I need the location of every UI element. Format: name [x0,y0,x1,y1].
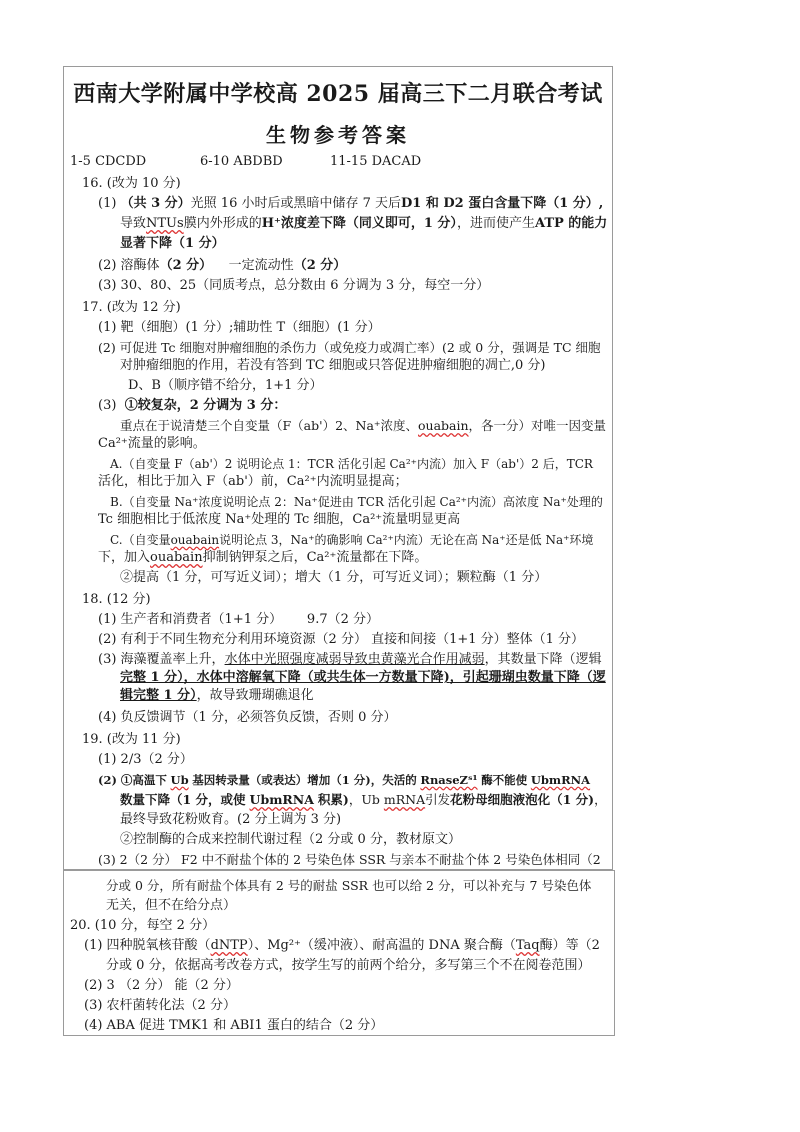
part-number: (3) [98,398,117,413]
answer-text: (1) 生产者和消费者（1+1 分） [98,612,283,627]
q16-answer-3: (3) 30、80、25（同质考点，总分数由 6 分调为 3 分，每空一分） [98,278,490,293]
question-16-heading: 16. (改为 10 分) [82,176,181,191]
q19-answer-2-part-2: ②控制酶的合成来控制代谢过程（2 分或 0 分，教材原文） [120,832,461,847]
answer-text: ，故导致珊瑚礁退化 [196,688,314,703]
term-ouabain: ouabain [418,418,469,433]
answer-text: 酶）等（2 [539,938,600,953]
q17-answer-3 [98,397,286,415]
q16-answer-1 [98,195,603,213]
q19-answer-1: (1) 2/3（2 分） [98,752,193,767]
q20-answer-2: (2) 3 （2 分） 能（2 分） [84,978,239,993]
key-point: 基因转录量（或表达）增加（1 分)，失活的 [192,773,417,787]
key-point: 酶不能使 [481,773,528,787]
q20-answer-3: (3) 农杆菌转化法（2 分） [84,998,236,1013]
answer-sheet-page-2 [63,870,615,1036]
score-note: ①较复杂，2 分调为 3 分 [124,398,274,413]
term-ntus: NTUs [146,216,184,231]
q17-answer-2: (2) 可促进 Tc 细胞对肿瘤细胞的杀伤力（或免疫力或凋亡率）(2 或 0 分，强调是 TC 细胞 [98,340,601,355]
score-note: （2 分） [293,258,347,273]
punctuation: ， [594,792,607,807]
question-17-heading: 17. (改为 12 分) [82,300,181,315]
question-18-heading: 18. (12 分) [82,592,151,607]
term-ubmrna: UbmRNA [530,773,591,787]
term-ouabain: ouabain [170,533,220,547]
key-point: D1 和 D2 蛋白含量下降（1 分）, [401,196,604,211]
answer-text: (3) 海藻覆盖率上升， [98,652,225,667]
q19-answer-3-line-2: 分或 0 分，所有耐盐个体具有 2 号的耐盐 SSR 也可以给 2 分，可以补充与 7 号染色体 [106,878,592,893]
answer-text: 说明论点 3，Na⁺的确影响 Ca²⁺内流）无论在高 Na⁺还是低 Na⁺环境 [219,533,594,547]
key-point: H⁺浓度差下降（同义即可，1 分） [261,216,457,231]
answer-text: 重点在于说清楚三个自变量（F（ab'）2、Na⁺浓度、 [120,418,419,433]
score-note: （2 分） [159,258,213,273]
answer-text: 一定流动性 [228,258,294,273]
q20-answer-1 [84,937,600,955]
page-title: 西南大学附属中学校高 2025 届高三下二月联合考试 [73,81,603,107]
q16-answer-2 [98,257,346,275]
key-point: 数量下降（1 分，或使 [120,792,246,807]
key-point: 花粉母细胞液泡化（1 分) [450,792,595,807]
key-point: ，水体中溶解氧下降（或共生体一方数量下降) [183,670,450,685]
term-ouabain: ouabain [150,550,203,565]
q17-answer-3-line-3: Ca²⁺流量的影响。 [98,436,206,451]
page-subtitle: 生物参考答案 [266,123,410,147]
q18-answer-2: (2) 有利于不同生物充分利用环境资源（2 分） 直接和间接（1+1 分）整体（1 分） [98,632,585,647]
q17-point-c-line-2 [98,549,427,567]
punctuation: ： [273,398,287,413]
q19-answer-3-line-3: 无关，但不在给分点） [106,898,237,913]
term-ub: Ub [170,773,189,787]
q18-answer-4: (4) 负反馈调节（1 分，必须答负反馈，否则 0 分） [98,710,397,725]
q17-point-b-line-2: Tc 细胞相比于低浓度 Na⁺处理的 Tc 细胞，Ca²⁺流量明显更高 [98,512,461,527]
answer-sheet-page-1 [63,66,613,870]
q17-answer-2-line-2: 对肿瘤细胞的作用，若没有答到 TC 细胞或只答促进肿瘤细胞的凋亡,0 分) [120,358,546,373]
answer-text: C.（自变量 [110,533,171,547]
choice-answers-6-10: 6-10 ABDBD [200,154,283,169]
score-note: （共 3 分） [120,196,191,211]
q18-answer-1 [98,611,379,629]
q17-answer-3-part-2: ②提高（1 分，可写近义词）；增大（1 分，可写近义词）；颗粒酶（1 分） [120,570,548,585]
answer-text: (1) 四种脱氧核苷酸（ [84,938,211,953]
key-point: ATP 的能力 [534,216,608,231]
q19-answer-2-line-2 [120,791,607,809]
choice-answers-11-15: 11-15 DACAD [330,154,422,169]
q19-answer-3: (3) 2（2 分） F2 中不耐盐个体的 2 号染色体 SSR 与亲本不耐盐个体 2 号染色体相同（2 [98,852,601,867]
q18-answer-3 [98,651,602,669]
part-number: (1) [98,196,117,211]
answer-text: ，其数量下降（逻辑 [484,652,602,667]
term-rnasez: RnaseZˢ¹ [420,773,478,787]
q19-answer-2-line-3: 最终导致花粉败育。(2 分上调为 3 分) [120,812,342,827]
underlined-point: 水体中光照强度减弱导致虫黄藻光合作用减弱 [224,652,485,667]
term-dntp: dNTP [210,938,248,953]
answer-text: 抑制钠钾泵之后，Ca²⁺流量都在下降。 [202,550,428,565]
score-note: 完整 1 分） [120,670,184,685]
question-19-heading: 19. (改为 11 分) [82,732,181,747]
q17-point-a-line-2: 活化，相比于加入 F（ab'）前，Ca²⁺内流明显提高； [98,474,408,489]
q20-answer-1-line-2: 分或 0 分，依据高考改卷方式，按学生写的前两个给分，多写第三个不在阅卷范围） [106,958,591,973]
answer-text: ）、Mg²⁺（缓冲液）、耐高温的 DNA 聚合酶（ [247,938,516,953]
q18-answer-3-line-3 [120,687,314,705]
answer-text: ，Ub [348,792,380,807]
q18-answer-3-line-2 [120,669,606,687]
q17-point-a: A.（自变量 F（ab'）2 说明论点 1：TCR 活化引起 Ca²⁺内流）加入 F（ab'）2 后，TCR [110,457,593,471]
answer-text: (2) 溶酶体 [98,258,160,273]
q17-answer-1: (1) 靶（细胞）(1 分）;辅助性 T（细胞）(1 分） [98,320,381,335]
answer-text: 引发 [425,792,451,807]
answer-text: 光照 16 小时后或黑暗中储存 7 天后 [190,196,402,211]
q17-answer-3-line-2 [120,417,606,435]
answer-text: 导致 [120,216,147,231]
q17-point-b: B.（自变量 Na⁺浓度说明论点 2：Na⁺促进由 TCR 活化引起 Ca²⁺内流）高浓度 Na⁺处理的 [110,495,603,509]
answer-text: 9.7（2 分） [306,612,379,627]
answer-text: (2) ①高温下 [98,773,167,787]
choice-answers-1-5: 1-5 CDCDD [70,154,147,169]
question-20-heading: 20. (10 分，每空 2 分） [70,918,216,933]
score-note: 辑完整 1 分） [120,688,197,703]
q17-point-c [110,531,593,549]
answer-text: ，各一分）对唯一因变量 [468,418,607,433]
key-point: ，引起珊瑚虫数量下降（逻 [449,670,606,685]
term-mrna: mRNA [383,792,426,807]
q20-answer-4: (4) ABA 促进 TMK1 和 ABI1 蛋白的结合（2 分） [84,1018,384,1033]
answer-text: 下，加入 [98,550,151,565]
q19-answer-2 [98,771,590,789]
term-taq: Taq [515,938,540,953]
q16-answer-1-line-2 [120,215,607,233]
term-ubmrna: UbmRNA [249,792,314,807]
q17-answer-2-line-3: D、B（顺序错不给分，1+1 分） [128,378,323,393]
answer-text: ，进而使产生 [456,216,535,231]
q16-answer-1-line-3: 显著下降（1 分） [120,236,225,251]
answer-text: 膜内外形成的 [183,216,262,231]
key-point: 积累) [317,792,349,807]
